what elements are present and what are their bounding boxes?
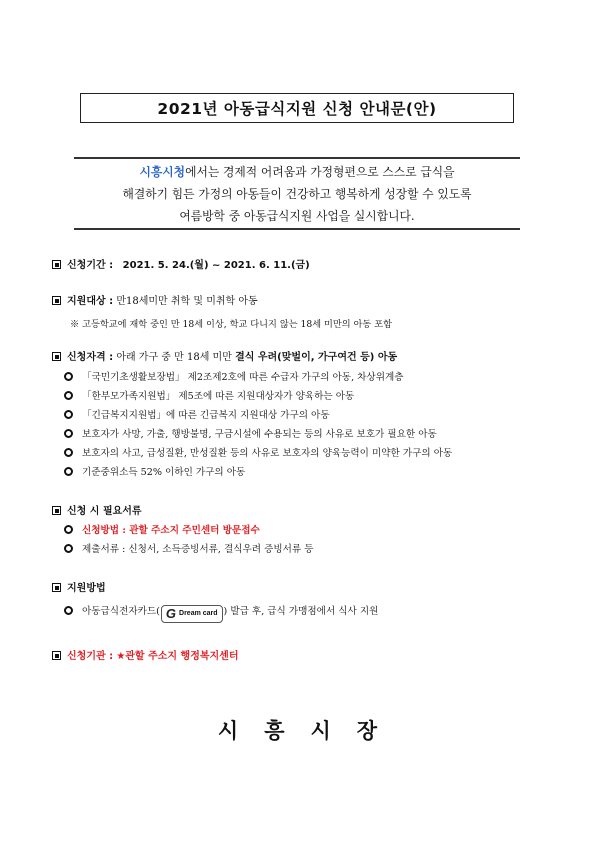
list-item: 「긴급복지지원법」에 따른 긴급복지 지원대상 가구의 아동 bbox=[64, 408, 330, 424]
period-value: 2021. 5. 24.(월) ~ 2021. 6. 11.(금) bbox=[122, 260, 310, 271]
circle-bullet-icon bbox=[64, 429, 73, 438]
application-method: 신청방법 : 관할 주소지 주민센터 방문접수 bbox=[82, 525, 260, 536]
intro-line-1: 시흥시청에서는 경제적 어려움과 가정형편으로 스스로 급식을 bbox=[139, 165, 455, 179]
target-section: 지원대상 : 만18세미만 취학 및 미취학 아동 bbox=[52, 293, 258, 311]
list-item: 기준중위소득 52% 이하인 가구의 아동 bbox=[64, 465, 245, 481]
target-note: ※ 고등학교에 재학 중인 만 18세 이상, 학교 다니지 않는 18세 미만의 아동 포함 bbox=[70, 319, 392, 330]
circle-bullet-icon bbox=[64, 448, 73, 457]
list-item: 「한부모가족지원법」 제5조에 따른 지원대상자가 양육하는 아동 bbox=[64, 389, 354, 405]
dream-card-logo: G Dream card bbox=[161, 605, 223, 623]
list-item: 보호자가 사망, 가출, 행방불명, 구금시설에 수용되는 등의 사유로 보호가 필요한 아동 bbox=[64, 427, 437, 443]
list-item: 아동급식전자카드( G Dream card ) 발급 후, 급식 가맹점에서 식사 지원 bbox=[64, 604, 378, 623]
circle-bullet-icon bbox=[64, 410, 73, 419]
list-item: 「국민기초생활보장법」 제2조제2호에 따른 수급자 가구의 아동, 차상위계층 bbox=[64, 370, 404, 386]
square-bullet-icon bbox=[52, 506, 61, 515]
circle-bullet-icon bbox=[64, 391, 73, 400]
list-item: 제출서류 : 신청서, 소득증빙서류, 결식우려 증빙서류 등 bbox=[64, 542, 314, 558]
agency-section: 신청기관 : ★관할 주소지 행정복지센터 bbox=[52, 648, 239, 666]
period-section: 신청기간 : 2021. 5. 24.(월) ~ 2021. 6. 11.(금) bbox=[52, 257, 310, 275]
list-item bbox=[64, 523, 260, 539]
qualification-emphasis: 결식 우려(맞벌이, 가구여건 등) 아동 bbox=[235, 352, 398, 363]
circle-bullet-icon bbox=[64, 372, 73, 381]
intro-line-3: 여름방학 중 아동급식지원 사업을 실시합니다. bbox=[179, 209, 415, 223]
square-bullet-icon bbox=[52, 583, 61, 592]
square-bullet-icon bbox=[52, 651, 61, 660]
circle-bullet-icon bbox=[64, 544, 73, 553]
circle-bullet-icon bbox=[64, 606, 73, 615]
list-item: 보호자의 사고, 급성질환, 만성질환 등의 사유로 보호자의 양육능력이 미약한 가구의 아동 bbox=[64, 446, 452, 462]
dream-card-g-icon: G bbox=[165, 606, 177, 621]
document-title: 2021년 아동급식지원 신청 안내문(안) bbox=[80, 93, 514, 123]
agency-value: ★관할 주소지 행정복지센터 bbox=[116, 651, 239, 662]
support-section: 지원방법 bbox=[52, 580, 106, 598]
target-value: 만18세미만 취학 및 미취학 아동 bbox=[116, 296, 258, 307]
intro-box bbox=[74, 157, 520, 230]
square-bullet-icon bbox=[52, 260, 61, 269]
city-name: 시흥시청 bbox=[139, 165, 186, 179]
qualification-section: 신청자격 : 아래 가구 중 만 18세 미만 결식 우려(맞벌이, 가구여건 등) 아동 bbox=[52, 349, 397, 367]
documents-section: 신청 시 필요서류 bbox=[52, 503, 142, 521]
circle-bullet-icon bbox=[64, 525, 73, 534]
intro-line-2: 해결하기 힘든 가정의 아동들이 건강하고 행복하게 성장할 수 있도록 bbox=[122, 187, 472, 201]
circle-bullet-icon bbox=[64, 467, 73, 476]
signature: 시흥시장 bbox=[217, 719, 404, 743]
square-bullet-icon bbox=[52, 352, 61, 361]
square-bullet-icon bbox=[52, 296, 61, 305]
